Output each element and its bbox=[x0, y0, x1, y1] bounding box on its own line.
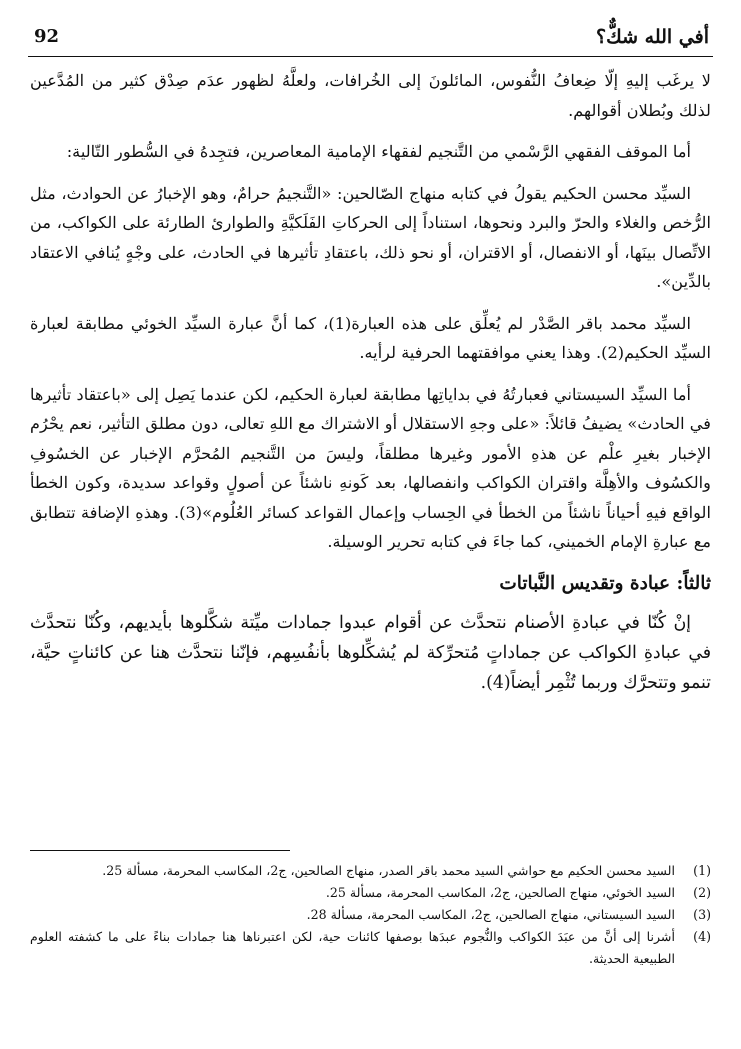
footnote-text: السيد محسن الحكيم مع حواشي السيد محمد باقر الصدر، منهاج الصالحين، ج2، المكاسب المحرمة، مسألة 25. bbox=[102, 863, 675, 878]
page-number: 92 bbox=[34, 26, 60, 47]
footnote-number: (3) bbox=[693, 907, 711, 922]
footnote-text: السيد السيستاني، منهاج الصالحين، ج2، المكاسب المحرمة، مسألة 28. bbox=[306, 907, 675, 922]
main-text bbox=[30, 66, 711, 710]
running-header bbox=[28, 22, 713, 57]
chapter-title: أفي الله شكٌّ؟ bbox=[596, 26, 709, 48]
footnote-separator bbox=[30, 850, 290, 851]
footnote bbox=[30, 860, 711, 882]
footnote-number: (1) bbox=[693, 863, 711, 878]
footnote-number: (2) bbox=[693, 885, 711, 900]
paragraph-sistani: أما السيِّد السيستاني فعبارتُهُ في بداياتِها مطابقة لعبارة الحكيم، لكن عندما يَصِل إلى «باعتقاد تأثيرها في الحادث» يضيفُ قائلاً: «على وجهِ الاستقلال أو الاشتراك مع اللهِ تعالى، دون مطلق التأثير، نعم يحْرُم الإخبار بغيرِ علْم عن هذهِ الأمور وغيرها مطلقاً، وليسَ من التَّنجيم المُحرَّم الإخبار عن الخسُوفِ والكسُوف والأهِلَّة واقتران الكواكب وانفصالها، بعد كَونهِ ناشئاً عن أصولٍ وقواعد سديدة، وكون الخطأ الواقع فيهِ أحياناً ناشئاً من الخطأ في الحِساب وإعمال القواعد كسائر العُلُوم»(3). وهذهِ الإضافة تتطابق مع عبارةِ الإمام الخميني، كما جاءَ في كتابه تحرير الوسيلة. bbox=[30, 384, 711, 551]
footnote-text: السيد الخوئي، منهاج الصالحين، ج2، المكاسب المحرمة، مسألة 25. bbox=[325, 885, 675, 900]
paragraph-fiqh-position: أما الموقف الفقهي الرَّسْمي من التَّنجيم لفقهاء الإمامية المعاصرين، فتجِدهُ في السُّطور التّالية: bbox=[66, 142, 691, 161]
paragraph-hakim: السيِّد محسن الحكيم يقولُ في كتابه منهاج الصّالحين: «التَّنجيمُ حرامٌ، وهو الإخبارُ عن الحوادث، مثل الرُّخص والغلاء والحرّ والبرد ونحوها، استناداً إلى الحركاتِ الفَلَكيَّةِ والطوارئ الطارئة على الكواكب، من الاتِّصال بينَها، أو الانفصال، أو الاقتران، أو نحو ذلك، باعتقادِ تأثيرها في الحادث، على وجْهٍ يُنافي الاعتقاد بالدِّين». bbox=[30, 183, 711, 291]
footnote bbox=[30, 882, 711, 904]
footnote bbox=[30, 904, 711, 926]
paragraph-sadr-khoei: السيِّد محمد باقر الصَّدْر لم يُعلِّق على هذه العبارة(1)، كما أنَّ عبارة السيِّد الخوئي مطابقة لعبارة السيِّد الحكيم(2). وهذا يعني موافقتهما الحرفية لرأيه. bbox=[30, 313, 711, 362]
paragraph-continuation: لا يرغَب إليهِ إلّا ضِعافُ النُّفوس، المائلونَ إلى الخُرافات، ولعلَّهُ لظهور عدَم صِدْق كثير من المُدَّعين لذلك وبُطلان أقوالهم. bbox=[30, 71, 711, 120]
footnote-number: (4) bbox=[693, 929, 711, 944]
footnote bbox=[30, 926, 711, 970]
footnote-text: أشرنا إلى أنَّ من عبَدَ الكواكب والنُّجوم عبدَها بوصفها كائنات حية، لكن اعتبرناها هنا جمادات بناءً على ما كشفته العلوم الطبيعية الحديثة. bbox=[30, 929, 675, 966]
paragraph-plants: إنْ كُنّا في عبادةِ الأصنام نتحدَّث عن أقوام عبدوا جمادات ميِّتة شكَّلوها بأيديهم، وكُنّا نتحدَّث في عبادةِ الكواكب عن جماداتٍ مُتحرِّكة لم يُشكِّلوها بأنفُسِهم، فإنّنا نتحدَّث هنا عن كائناتٍ حيَّة، تنمو وتتحرَّك وربما تُثْمِر أيضاً(4). bbox=[30, 613, 711, 693]
footnotes bbox=[30, 860, 711, 970]
section-heading: ثالثاً: عبادة وتقديس النَّباتات bbox=[499, 572, 711, 594]
